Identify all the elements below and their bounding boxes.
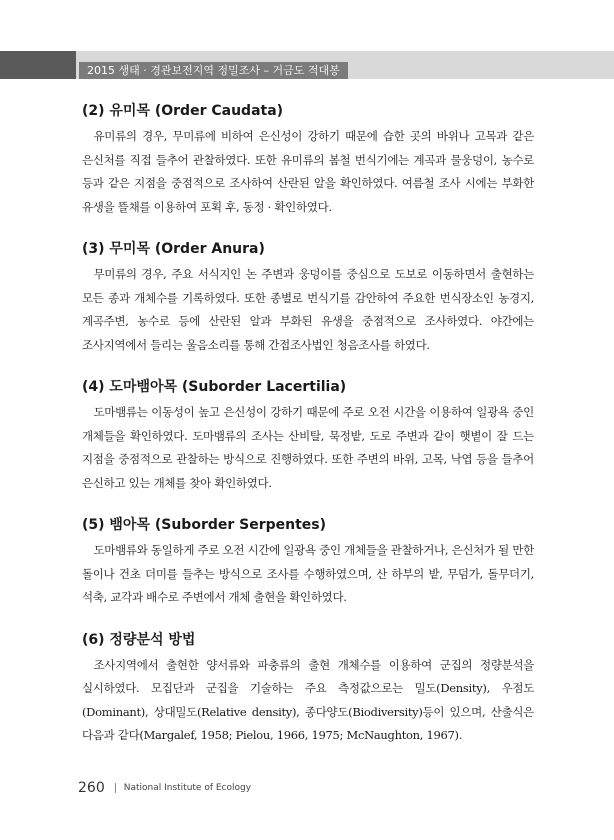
- footer-divider: [115, 783, 116, 793]
- section-lacertilia: [82, 376, 534, 495]
- section-paragraph: 도마뱀류는 이동성이 높고 은신성이 강하기 때문에 주로 오전 시간을 이용하여 일광욕 중인 개체들을 확인하였다. 도마뱀류의 조사는 산비탈, 묵정밭, 도로 주변과 같이 햇볕이 잘 드는 지점을 중점적으로 관찰하는 방식으로 진행하였다. 또한 주변의 바위, 고목, 낙엽 등을 들추어 은신하고 있는 개체를 찾아 확인하였다.: [82, 405, 534, 490]
- page-content: [82, 100, 534, 767]
- section-heading: (5) 뱀아목 (Suborder Serpentes): [82, 517, 327, 533]
- section-paragraph: 무미류의 경우, 주요 서식지인 논 주변과 웅덩이를 중심으로 도보로 이동하면서 출현하는 모든 종과 개체수를 기록하였다. 또한 종별로 번식기를 감안하여 주요한 번식장소인 농경지, 계곡주변, 농수로 등에 산란된 알과 부화된 유생을 중점적으로 조사하였다. 야간에는 조사지역에서 들리는 울음소리를 통해 간접조사법인 청음조사를 하였다.: [82, 267, 534, 352]
- running-title: 2015 생태 · 경관보전지역 정밀조사 – 거금도 적대봉: [79, 62, 348, 79]
- section-paragraph: 유미류의 경우, 무미류에 비하여 은신성이 강하기 때문에 습한 곳의 바위나 고목과 같은 은신처를 직접 들추어 관찰하였다. 또한 유미류의 봄철 번식기에는 계곡과 물웅덩이, 농수로 등과 같은 지점을 중점적으로 조사하여 산란된 알을 확인하였다. 여름철 조사 시에는 부화한 유생을 뜰채를 이용하여 포획 후, 동정 · 확인하였다.: [82, 129, 534, 214]
- section-paragraph: 조사지역에서 출현한 양서류와 파충류의 출현 개체수를 이용하여 군집의 정량분석을 실시하였다. 모집단과 군집을 기술하는 주요 측정값으로는 밀도(Density), 우점도(Dominant), 상대밀도(Relative density), 종다양도(Biodiversity)등이 있으며, 산출식은 다음과 같다(Margalef, 1958; Pielou, 1966, 1975; McNaughton, 1967).: [82, 657, 534, 742]
- section-anura: [82, 238, 534, 357]
- header-accent-block: [0, 51, 76, 79]
- publisher-name: National Institute of Ecology: [123, 783, 252, 793]
- section-heading: (6) 정량분석 방법: [82, 631, 196, 648]
- page-footer: [78, 779, 251, 797]
- page-number: 260: [78, 780, 105, 796]
- section-paragraph: 도마뱀류와 동일하게 주로 오전 시간에 일광욕 중인 개체들을 관찰하거나, 은신처가 될 만한 돌이나 건초 더미를 들추는 방식으로 조사를 수행하였으며, 산 하부의 밭, 무덤가, 돌무더기, 석축, 교각과 배수로 주변에서 개체 출현을 확인하였다.: [82, 543, 534, 604]
- section-serpentes: [82, 514, 534, 610]
- section-heading: (2) 유미목 (Order Caudata): [82, 103, 284, 119]
- section-heading: (3) 무미목 (Order Anura): [82, 241, 265, 257]
- section-heading: (4) 도마뱀아목 (Suborder Lacertilia): [82, 379, 347, 395]
- section-quantitative-analysis: [82, 629, 534, 748]
- section-caudata: [82, 100, 534, 219]
